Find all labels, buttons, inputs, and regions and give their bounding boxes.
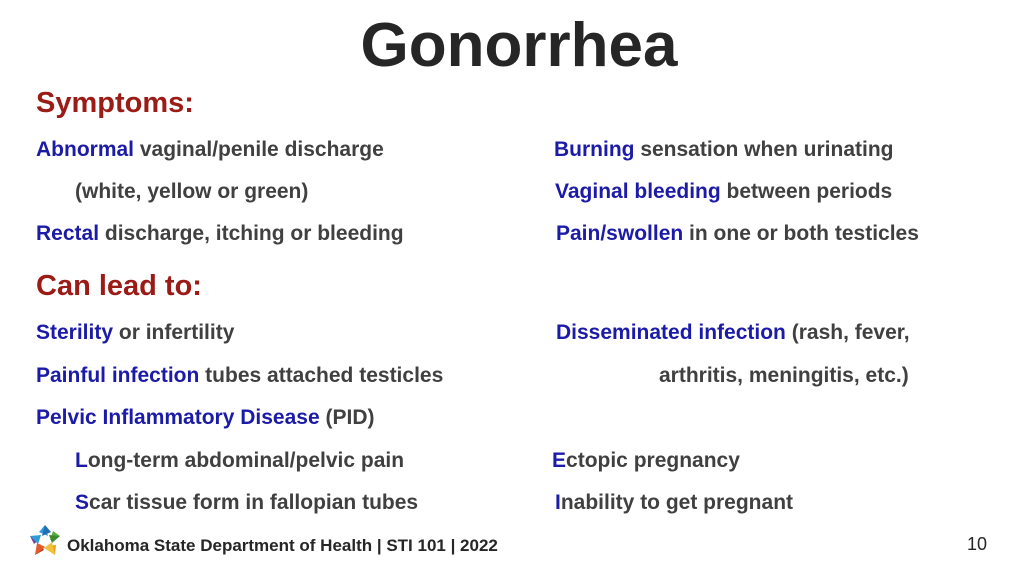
body-text: vaginal/penile discharge bbox=[134, 138, 384, 161]
highlight-text: I bbox=[555, 491, 561, 514]
complication-disseminated-infection bbox=[556, 320, 910, 346]
symptom-discharge-colors bbox=[75, 179, 308, 205]
body-text: car tissue form in fallopian tubes bbox=[89, 491, 419, 514]
symptoms-heading: Symptoms: bbox=[36, 87, 194, 119]
body-text: in one or both testicles bbox=[683, 222, 919, 245]
highlight-text: Disseminated infection bbox=[556, 321, 786, 344]
complication-scar-tissue bbox=[75, 490, 418, 516]
highlight-text: Rectal bbox=[36, 222, 100, 245]
complications-heading: Can lead to: bbox=[36, 270, 202, 302]
body-text: (white, yellow or green) bbox=[75, 180, 309, 203]
symptom-vaginal-bleeding bbox=[555, 179, 892, 205]
complication-disseminated-details bbox=[659, 363, 909, 389]
highlight-text: Pain/swollen bbox=[556, 222, 684, 245]
body-text: nability to get pregnant bbox=[560, 491, 794, 514]
complication-ectopic-pregnancy bbox=[552, 448, 740, 474]
slide-title: Gonorrhea bbox=[360, 11, 678, 80]
highlight-text: Vaginal bleeding bbox=[555, 180, 721, 203]
highlight-text: S bbox=[75, 491, 90, 514]
body-text: tubes attached testicles bbox=[199, 364, 444, 387]
highlight-text: Burning bbox=[554, 138, 635, 161]
body-text: arthritis, meningitis, etc.) bbox=[659, 364, 909, 387]
highlight-text: L bbox=[75, 449, 88, 472]
highlight-text: Abnormal bbox=[36, 138, 135, 161]
symptom-abnormal-discharge bbox=[36, 137, 384, 163]
body-text: (rash, fever, bbox=[785, 321, 910, 344]
symptom-testicle-pain bbox=[556, 221, 919, 247]
symptom-rectal bbox=[36, 221, 404, 247]
complication-infertility bbox=[555, 490, 793, 516]
body-text: discharge, itching or bleeding bbox=[99, 222, 404, 245]
highlight-text: Sterility bbox=[36, 321, 114, 344]
complication-sterility bbox=[36, 320, 234, 346]
body-text: ctopic pregnancy bbox=[566, 449, 740, 472]
osdh-star-logo-icon bbox=[27, 523, 63, 559]
body-text: or infertility bbox=[113, 321, 235, 344]
highlight-text: Painful infection bbox=[36, 364, 200, 387]
body-text: (PID) bbox=[319, 406, 375, 429]
body-text: ong-term abdominal/pelvic pain bbox=[87, 449, 405, 472]
highlight-text: Pelvic Inflammatory Disease bbox=[36, 406, 320, 429]
complication-pid bbox=[36, 405, 374, 431]
complication-long-term-pain bbox=[75, 448, 404, 474]
body-text: between periods bbox=[720, 180, 893, 203]
body-text: sensation when urinating bbox=[634, 138, 894, 161]
footer-text: Oklahoma State Department of Health | STI 101 | 2022 bbox=[67, 536, 498, 555]
highlight-text: E bbox=[552, 449, 567, 472]
complication-painful-infection bbox=[36, 363, 443, 389]
page-number: 10 bbox=[966, 534, 987, 554]
symptom-burning bbox=[554, 137, 894, 163]
